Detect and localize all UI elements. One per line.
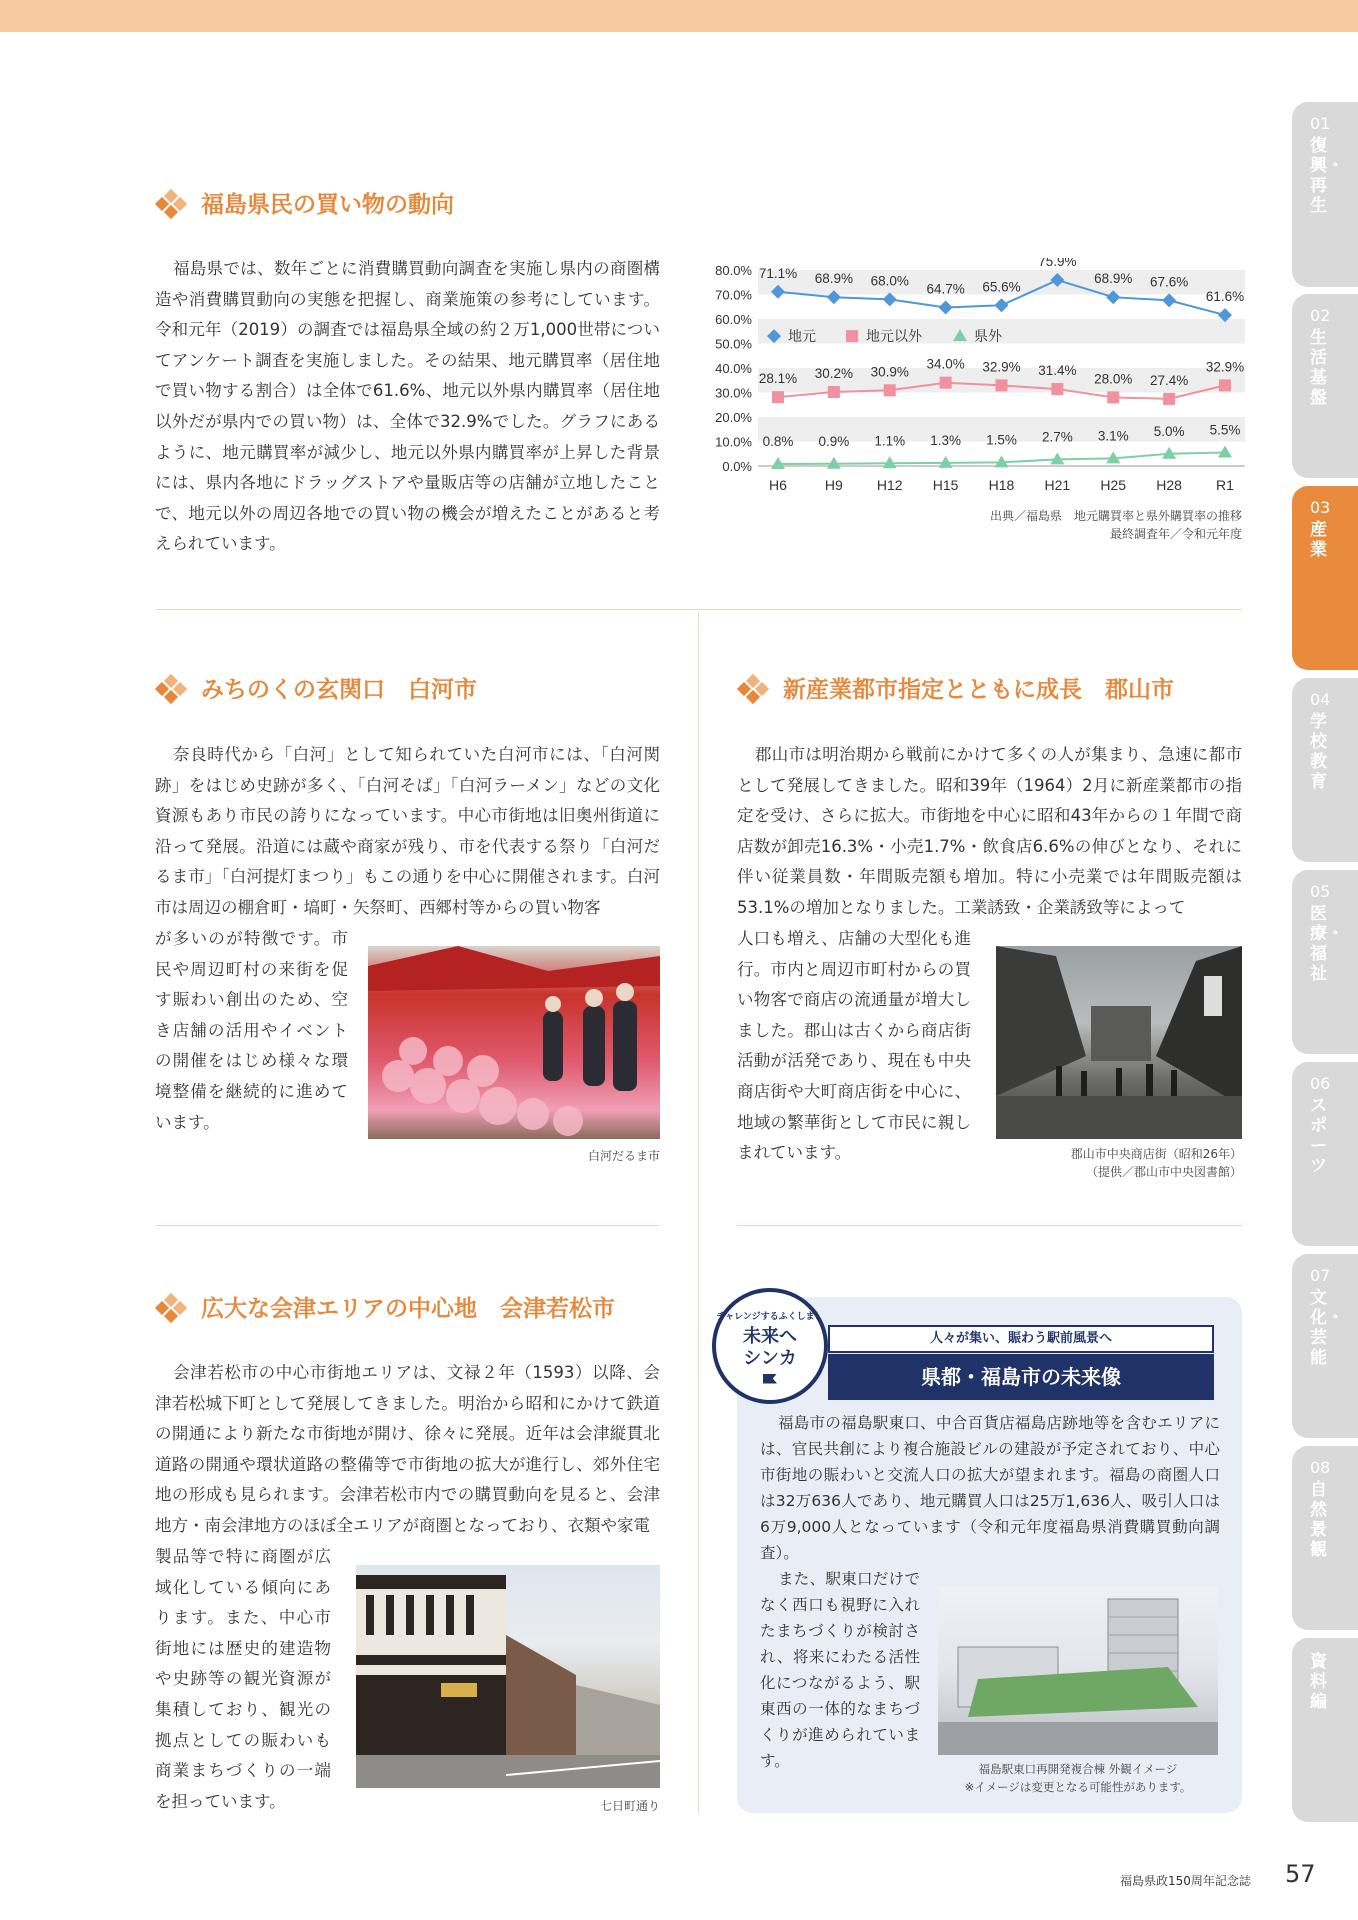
chart-data-label: 32.9% bbox=[982, 359, 1021, 375]
section-title-text: みちのくの玄関口 白河市 bbox=[201, 677, 477, 703]
chart-point bbox=[1219, 379, 1231, 391]
section-title-text: 福島県民の買い物の動向 bbox=[201, 192, 454, 218]
vertical-divider bbox=[698, 613, 699, 1814]
tab-number: 04 bbox=[1310, 690, 1331, 709]
tab-fukko-saisei[interactable] bbox=[1292, 102, 1358, 287]
section-title-shopping bbox=[153, 186, 454, 219]
chart-point bbox=[996, 379, 1008, 391]
chart-y-tick-label: 80.0% bbox=[715, 263, 752, 278]
shirakawa-side-text: が多いのが特徴です。市民や周辺町村の来街を促す賑わい創出のため、空き店舗の活用やイベントの開催をはじめ様々な環境整備を継続的に進めています。 bbox=[155, 929, 348, 1132]
chart-x-tick-label: H25 bbox=[1100, 477, 1127, 493]
daruma-stall-illustration bbox=[368, 946, 660, 1139]
chart-y-tick-label: 70.0% bbox=[715, 287, 752, 303]
chart-x-tick-label: H9 bbox=[824, 477, 843, 493]
tab-shiryohen[interactable] bbox=[1292, 1638, 1358, 1822]
chart-data-label: 30.9% bbox=[870, 364, 909, 380]
section-title-text: 広大な会津エリアの中心地 会津若松市 bbox=[201, 1296, 615, 1322]
chart-point bbox=[995, 298, 1009, 312]
koriyama-shopping-street-photo bbox=[996, 946, 1242, 1139]
section-title-koriyama bbox=[735, 671, 1174, 704]
chart-data-label: 27.4% bbox=[1149, 372, 1189, 388]
shopping-body-text: 福島県では、数年ごとに消費購買動向調査を実施し県内の商圏構造や消費購買動向の実態を把握し、商業施策の参考にしています。令和元年（2019）の調査では福島県全域の約２万1,000世帯についてアンケート調査を実施しました。その結果、地元購買率（居住地で買い物する割合）は全体で61.6%、地元以外県内購買率（居住地以外だが県内での買い物）は、全体で32.9%でした。グラフにあるように、地元購買率が減少し、地元以外県内購買率が上昇した背景には、県内各地にドラッグストアや量販店等の店舗が立地したことで、地元以外の周辺各地での買い物の機会が増えたことがあると考えられています。 bbox=[155, 259, 660, 554]
future-side-text: また、駅東口だけでなく西口も視野に入れたまちづくりが検討され、将来にわたる活性化につながるよう、駅東西の一体的なまちづくりが進められています。 bbox=[760, 1570, 920, 1770]
koriyama-caption-line1: 郡山市中央商店街（昭和26年） bbox=[1070, 1147, 1242, 1161]
chart-data-label: 2.7% bbox=[1041, 429, 1073, 445]
future-body-text: 福島市の福島駅東口、中合百貨店福島店跡地等を含むエリアには、官民共創により複合施設ビルの建設が予定されており、中心市街地の賑わいと交流人口の拡大が望まれます。福島の商圏人口は32万636人であり、地元購買人口は25万1,636人、吸引人口は6万9,000人となっています（令和元年度福島県消費購買動向調査）。 bbox=[760, 1414, 1220, 1562]
koriyama-photo-caption bbox=[1000, 1145, 1242, 1181]
chart-data-label: 68.9% bbox=[814, 271, 854, 287]
tab-label: 資料編 bbox=[1310, 1652, 1327, 1712]
chart-y-tick-label: 60.0% bbox=[715, 312, 752, 327]
tab-number: 06 bbox=[1310, 1074, 1331, 1093]
chart-data-label: 71.1% bbox=[758, 265, 798, 281]
future-caption-line2: ※イメージは変更となる可能性があります。 bbox=[964, 1780, 1192, 1794]
flag-icon bbox=[763, 1374, 777, 1384]
chart-source-line1: 出典／福島県 地元購買率と県外購買率の推移 bbox=[989, 509, 1242, 523]
chart-point bbox=[1163, 393, 1175, 405]
footer-publication: 福島県政150周年記念誌 bbox=[1120, 1874, 1251, 1888]
chart-data-label: 28.0% bbox=[1094, 371, 1133, 387]
chart-x-tick-label: R1 bbox=[1216, 477, 1234, 493]
chart-y-tick-label: 40.0% bbox=[715, 361, 752, 376]
tab-bunka-geino[interactable] bbox=[1292, 1254, 1358, 1438]
chart-x-tick-label: H21 bbox=[1044, 477, 1071, 493]
chart-x-tick-label: H18 bbox=[988, 477, 1015, 493]
diamond-ornament-icon bbox=[153, 674, 189, 702]
shirakawa-photo-caption: 白河だるま市 bbox=[587, 1149, 660, 1163]
line-chart-svg bbox=[690, 258, 1250, 498]
chart-legend-marker bbox=[846, 330, 858, 342]
chart-legend-label: 地元 bbox=[788, 329, 816, 346]
tab-label: 復興・再生 bbox=[1310, 136, 1344, 216]
chart-data-label: 68.0% bbox=[870, 273, 909, 289]
future-banner-main: 県都・福島市の未来像 bbox=[828, 1354, 1214, 1400]
chart-y-tick-label: 20.0% bbox=[715, 410, 752, 425]
future-banner-sub: 人々が集い、賑わう駅前風景へ bbox=[828, 1325, 1214, 1353]
horizontal-divider-left bbox=[155, 1225, 660, 1226]
nanokamachi-street-illustration bbox=[356, 1565, 660, 1788]
tab-label: 産業 bbox=[1310, 520, 1327, 560]
chart-x-tick-label: H12 bbox=[876, 477, 903, 493]
horizontal-divider-right bbox=[737, 1225, 1242, 1226]
chart-data-label: 0.8% bbox=[762, 434, 794, 450]
tab-number: 07 bbox=[1310, 1266, 1331, 1285]
chart-data-label: 32.9% bbox=[1205, 359, 1245, 375]
chart-point bbox=[1218, 446, 1232, 458]
chart-x-tick-label: H28 bbox=[1156, 477, 1182, 493]
tab-shizen-keikan[interactable] bbox=[1292, 1446, 1358, 1630]
diamond-ornament-icon bbox=[153, 189, 189, 217]
tab-number: 03 bbox=[1310, 498, 1331, 517]
chart-point bbox=[1107, 391, 1119, 403]
tab-label: 自然景観 bbox=[1310, 1480, 1327, 1560]
badge-arc-text: チャレンジするふくしま！ bbox=[716, 1311, 824, 1322]
tab-label: 学校教育 bbox=[1310, 712, 1327, 792]
tab-seikatsu-kiban[interactable] bbox=[1292, 294, 1358, 478]
chart-data-label: 5.0% bbox=[1153, 423, 1185, 439]
chart-y-tick-label: 50.0% bbox=[715, 336, 752, 352]
chart-x-tick-label: H15 bbox=[932, 477, 959, 493]
tab-gakko-kyoiku[interactable] bbox=[1292, 678, 1358, 862]
tab-sangyo[interactable] bbox=[1292, 486, 1358, 670]
chart-data-label: 31.4% bbox=[1038, 363, 1077, 379]
chart-point bbox=[940, 377, 952, 389]
shopping-rate-chart bbox=[690, 258, 1250, 498]
chart-source-caption bbox=[900, 507, 1242, 543]
koriyama-side-text: 人口も増え、店舗の大型化も進行。市内と周辺市町村からの買い物客で商店の流通量が増大しました。郡山は古くから商店街活動が活発であり、現在も中央商店街や大町商店街を中心に、地域の繁華街として市民に親しまれています。 bbox=[737, 929, 971, 1163]
tab-label: 生活基盤 bbox=[1310, 328, 1327, 408]
diamond-ornament-icon bbox=[153, 1293, 189, 1321]
chart-point bbox=[828, 386, 840, 398]
fukushima-station-redevelopment-image bbox=[938, 1587, 1218, 1755]
top-color-band bbox=[0, 0, 1358, 32]
challenge-badge bbox=[712, 1288, 828, 1404]
diamond-ornament-icon bbox=[735, 674, 771, 702]
chart-data-label: 61.6% bbox=[1205, 289, 1245, 305]
tab-number: 08 bbox=[1310, 1458, 1331, 1477]
chart-y-tick-label: 30.0% bbox=[715, 385, 752, 401]
aizu-side-text: 製品等で特に商圏が広域化している傾向にあります。また、中心市街地には歴史的建造物や史跡等の観光資源が集積しており、観光の拠点としての賑わいも商業まちづくりの一端を担っています。 bbox=[155, 1547, 331, 1811]
chart-point bbox=[1162, 293, 1176, 307]
chart-y-tick-label: 10.0% bbox=[715, 434, 752, 450]
chart-point bbox=[772, 391, 784, 403]
chart-data-label: 67.6% bbox=[1149, 274, 1189, 290]
footer-page-number: 57 bbox=[1285, 1860, 1316, 1888]
tab-number: 05 bbox=[1310, 882, 1331, 901]
chart-data-label: 1.1% bbox=[874, 433, 906, 449]
tab-sports[interactable] bbox=[1292, 1062, 1358, 1246]
chart-legend-label: 県外 bbox=[974, 329, 1002, 346]
chart-y-tick-label: 0.0% bbox=[722, 459, 752, 474]
chart-data-label: 75.9% bbox=[1038, 258, 1077, 270]
redevelopment-illustration bbox=[938, 1587, 1218, 1755]
tab-iryo-fukushi[interactable] bbox=[1292, 870, 1358, 1054]
section-title-aizu bbox=[153, 1290, 615, 1323]
old-street-illustration bbox=[996, 946, 1242, 1139]
chart-data-label: 65.6% bbox=[982, 279, 1021, 295]
chart-data-label: 0.9% bbox=[818, 433, 850, 449]
tab-number: 01 bbox=[1310, 114, 1331, 133]
shirakawa-daruma-market-photo bbox=[368, 946, 660, 1139]
tab-label: スポーツ bbox=[1310, 1096, 1327, 1176]
section-title-text: 新産業都市指定とともに成長 郡山市 bbox=[783, 677, 1174, 703]
chart-data-label: 30.2% bbox=[814, 366, 854, 382]
shirakawa-body-text: 奈良時代から「白河」として知られていた白河市には、「白河関跡」をはじめ史跡が多く、「白河そば」「白河ラーメン」などの文化資源もあり市民の誇りになっています。中心市街地は旧奥州街道に沿って発展。沿道には蔵や商家が残り、市を代表する祭り「白河だるま市」「白河提灯まつり」もこの通りを中心に開催されます。白河市は周辺の棚倉町・塙町・矢祭町、西郷村等からの買い物客 bbox=[155, 745, 660, 917]
tab-label: 医療・福祉 bbox=[1310, 904, 1344, 984]
chart-point bbox=[939, 300, 953, 314]
chart-data-label: 1.3% bbox=[930, 432, 962, 448]
chart-data-label: 5.5% bbox=[1209, 422, 1241, 438]
future-caption-line1: 福島駅東口再開発複合棟 外観イメージ bbox=[978, 1762, 1178, 1776]
future-image-caption bbox=[938, 1760, 1218, 1796]
chart-source-line2: 最終調査年／令和元年度 bbox=[1109, 527, 1242, 541]
chart-point bbox=[884, 384, 896, 396]
chart-data-label: 1.5% bbox=[986, 432, 1017, 448]
chart-data-label: 64.7% bbox=[926, 281, 965, 297]
chart-legend-label: 地元以外 bbox=[866, 329, 922, 346]
aizu-nanokamachi-photo bbox=[356, 1565, 660, 1788]
chart-x-tick-label: H6 bbox=[769, 477, 787, 493]
aizu-photo-caption: 七日町通り bbox=[599, 1799, 660, 1813]
horizontal-divider bbox=[155, 609, 1242, 610]
chart-data-label: 34.0% bbox=[926, 356, 965, 372]
chart-data-label: 28.1% bbox=[758, 371, 798, 387]
tab-number: 02 bbox=[1310, 306, 1331, 325]
section-title-shirakawa bbox=[153, 671, 477, 704]
aizu-body-text: 会津若松市の中心市街地エリアは、文禄２年（1593）以降、会津若松城下町として発展してきました。明治から昭和にかけて鉄道の開通により新たな市街地が開け、徐々に発展。近年は会津縦貫北道路の開通や環状道路の整備等で市街地の拡大が進行し、郊外住宅地の形成も見られます。会津若松市内での購買動向を見ると、会津地方・南会津地方のほぼ全エリアが商圏となっており、衣類や家電 bbox=[155, 1363, 660, 1535]
chart-data-label: 3.1% bbox=[1097, 428, 1129, 444]
tab-label: 文化・芸能 bbox=[1310, 1288, 1344, 1368]
badge-main-text: 未来へシンカ bbox=[743, 1325, 797, 1369]
chart-data-label: 68.9% bbox=[1094, 271, 1133, 287]
chart-point bbox=[1051, 383, 1063, 395]
koriyama-caption-line2: （提供／郡山市中央図書館） bbox=[1085, 1165, 1242, 1179]
koriyama-body-text: 郡山市は明治期から戦前にかけて多くの人が集まり、急速に都市として発展してきました。昭和39年（1964）2月に新産業都市の指定を受け、さらに拡大。市街地を中心に昭和43年からの１年間で商店数が卸売16.3%・小売1.7%・飲食店6.6%の伸びとなり、それに伴い従業員数・年間販売額も増加。特に小売業では年間販売額は53.1%の増加となりました。工業誘致・企業誘致等によって bbox=[737, 745, 1242, 917]
